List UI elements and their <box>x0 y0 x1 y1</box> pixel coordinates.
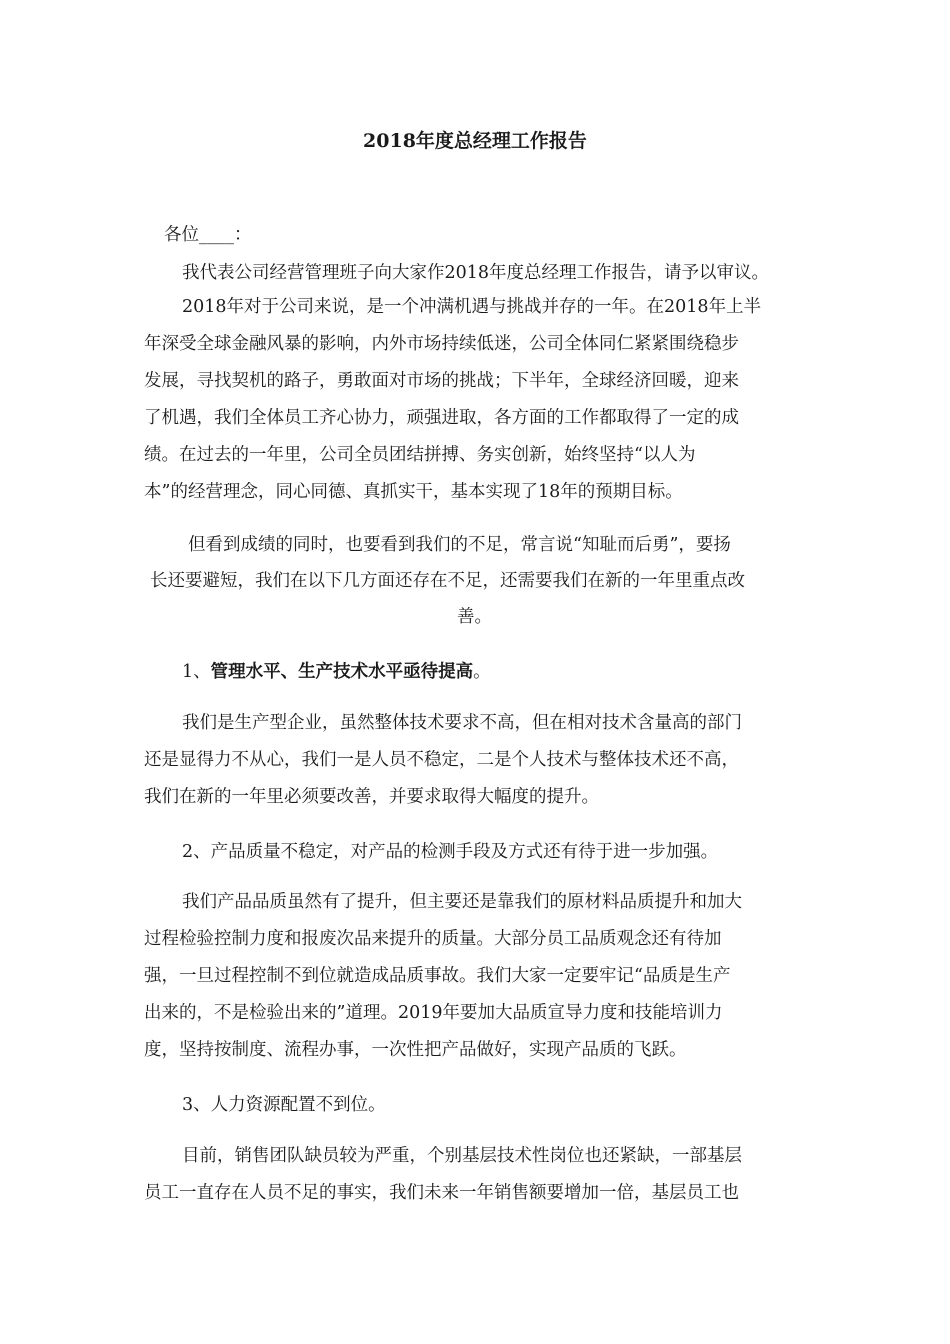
section2-body-line: 出来的，不是检验出来的”道理。2019年要加大品质宣导力度和技能培训力 <box>144 1003 723 1023</box>
section1-body-line: 还是显得力不从心，我们一是人员不稳定，二是个人技术与整体技术还不高， <box>144 750 739 770</box>
paragraph1-line: 年深受全球金融风暴的影响，内外市场持续低迷，公司全体同仁紧紧围绕稳步 <box>144 334 739 354</box>
paragraph2-line: 长还要避短，我们在以下几方面还存在不足，还需要我们在新的一年里重点改 <box>150 571 745 591</box>
section1-heading <box>182 658 491 686</box>
section2-body-line: 我们产品品质虽然有了提升，但主要还是靠我们的原材料品质提升和加大 <box>182 892 742 912</box>
section1-heading-text: 管理水平、生产技术水平亟待提高 <box>210 662 474 682</box>
section1-number: 1、 <box>182 662 211 682</box>
section3-body-line: 员工一直存在人员不足的事实，我们未来一年销售额要增加一倍，基层员工也 <box>144 1183 739 1203</box>
section2-body-line: 度，坚持按制度、流程办事，一次性把产品做好，实现产品质的飞跃。 <box>144 1040 687 1060</box>
paragraph1-line: 2018年对于公司来说，是一个冲满机遇与挑战并存的一年。在2018年上半 <box>182 297 762 317</box>
section2-body-line: 过程检验控制力度和报废次品来提升的质量。大部分员工品质观念还有待加 <box>144 929 722 949</box>
paragraph1-line: 本”的经营理念，同心同德、真抓实干，基本实现了18年的预期目标。 <box>144 482 683 502</box>
paragraph1-line: 发展，寻找契机的路子，勇敢面对市场的挑战；下半年，全球经济回暖，迎来 <box>144 371 739 391</box>
paragraph2-line: 善。 <box>457 607 492 627</box>
section3-body-line: 目前，销售团队缺员较为严重，个别基层技术性岗位也还紧缺，一部基层 <box>182 1146 742 1166</box>
paragraph2-line: 但看到成绩的同时，也要看到我们的不足，常言说“知耻而后勇”，要扬 <box>188 535 731 555</box>
section3-heading: 3、人力资源配置不到位。 <box>182 1095 386 1115</box>
salutation: 各位____： <box>164 225 252 245</box>
intro-paragraph: 我代表公司经营管理班子向大家作2018年度总经理工作报告，请予以审议。 <box>182 263 770 283</box>
paragraph1-line: 了机遇，我们全体员工齐心协力，顽强进取，各方面的工作都取得了一定的成 <box>144 408 739 428</box>
section1-body-line: 我们在新的一年里必须要改善，并要求取得大幅度的提升。 <box>144 787 599 807</box>
document-title: 2018年度总经理工作报告 <box>363 130 587 152</box>
section1-heading-end: 。 <box>473 662 491 682</box>
section2-body-line: 强，一旦过程控制不到位就造成品质事故。我们大家一定要牢记“品质是生产 <box>144 966 731 986</box>
section1-body-line: 我们是生产型企业，虽然整体技术要求不高，但在相对技术含量高的部门 <box>182 713 742 733</box>
section2-heading: 2、产品质量不稳定，对产品的检测手段及方式还有待于进一步加强。 <box>182 842 719 862</box>
paragraph1-line: 绩。在过去的一年里，公司全员团结拼搏、务实创新，始终坚持“以人为 <box>144 445 696 465</box>
